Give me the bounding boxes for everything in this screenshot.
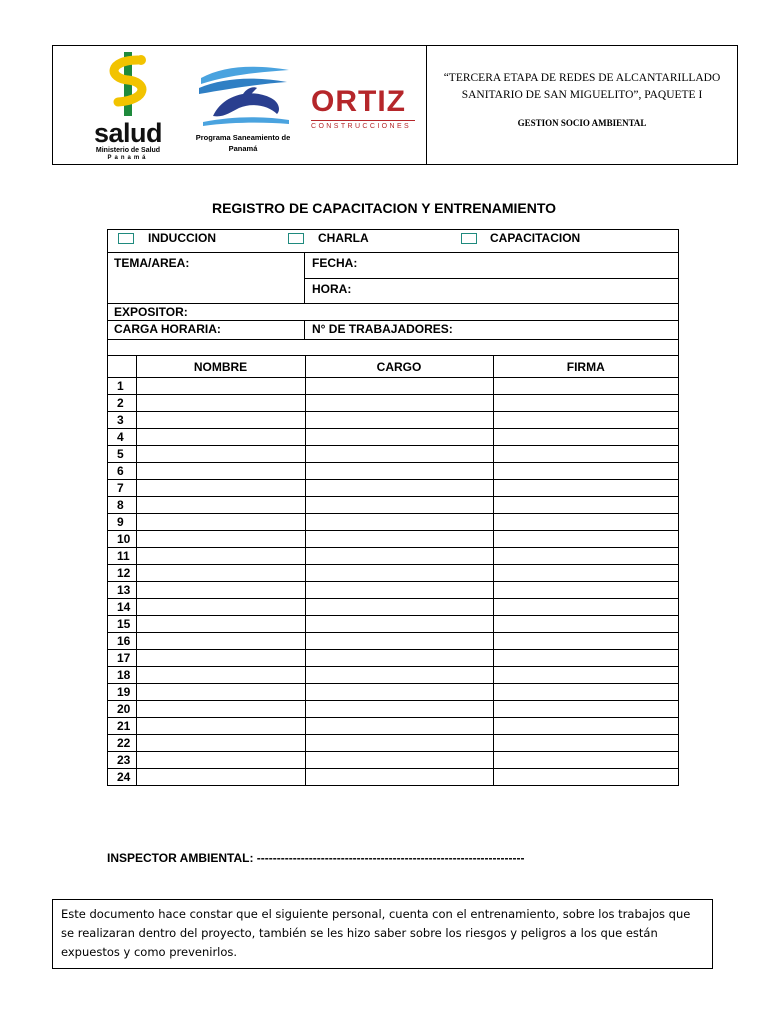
nombre-cell[interactable] — [136, 480, 305, 497]
attendance-table-row — [108, 356, 678, 785]
nombre-cell[interactable] — [136, 395, 305, 412]
nombre-cell[interactable] — [136, 446, 305, 463]
row-number: 11 — [108, 548, 136, 565]
firma-cell[interactable] — [493, 735, 678, 752]
firma-cell[interactable] — [493, 667, 678, 684]
table-row — [108, 378, 678, 395]
nombre-cell[interactable] — [136, 463, 305, 480]
nombre-cell[interactable] — [136, 684, 305, 701]
cargo-cell[interactable] — [305, 463, 493, 480]
table-row — [108, 565, 678, 582]
firma-cell[interactable] — [493, 633, 678, 650]
firma-cell[interactable] — [493, 480, 678, 497]
carga-row — [108, 321, 678, 340]
row-number: 4 — [108, 429, 136, 446]
firma-cell[interactable] — [493, 395, 678, 412]
nombre-cell[interactable] — [136, 650, 305, 667]
table-row — [108, 667, 678, 684]
table-row — [108, 633, 678, 650]
attendance-table — [108, 356, 678, 785]
nombre-cell[interactable] — [136, 497, 305, 514]
row-number: 2 — [108, 395, 136, 412]
table-row — [108, 531, 678, 548]
salud-country: Panamá — [107, 155, 149, 161]
nombre-cell[interactable] — [136, 752, 305, 769]
tema-label: TEMA/AREA: — [114, 256, 190, 270]
project-title: “TERCERA ETAPA DE REDES DE ALCANTARILLADO SANITARIO DE SAN MIGUELITO”, PAQUETE I — [443, 72, 721, 101]
cargo-cell[interactable] — [305, 514, 493, 531]
firma-cell[interactable] — [493, 769, 678, 786]
row-number: 9 — [108, 514, 136, 531]
table-row — [108, 412, 678, 429]
cargo-cell[interactable] — [305, 582, 493, 599]
cargo-cell[interactable] — [305, 548, 493, 565]
firma-cell[interactable] — [493, 446, 678, 463]
row-number: 13 — [108, 582, 136, 599]
ortiz-logo — [311, 86, 415, 130]
hora-label: HORA: — [312, 282, 352, 296]
charla-checkbox[interactable] — [288, 233, 304, 244]
firma-cell[interactable] — [493, 684, 678, 701]
table-row — [108, 616, 678, 633]
row-number: 1 — [108, 378, 136, 395]
cargo-header: CARGO — [305, 356, 493, 378]
cargo-cell[interactable] — [305, 497, 493, 514]
table-row — [108, 480, 678, 497]
nombre-cell[interactable] — [136, 429, 305, 446]
cargo-cell[interactable] — [305, 735, 493, 752]
nombre-cell[interactable] — [136, 633, 305, 650]
nombre-cell[interactable] — [136, 718, 305, 735]
nombre-cell[interactable] — [136, 735, 305, 752]
cargo-cell[interactable] — [305, 429, 493, 446]
cargo-cell[interactable] — [305, 378, 493, 395]
firma-cell[interactable] — [493, 701, 678, 718]
row-number: 24 — [108, 769, 136, 786]
capacitacion-label: CAPACITACION — [490, 231, 581, 245]
cargo-cell[interactable] — [305, 752, 493, 769]
firma-cell[interactable] — [493, 582, 678, 599]
table-row — [108, 463, 678, 480]
expositor-row — [108, 304, 678, 321]
firma-cell[interactable] — [493, 378, 678, 395]
table-row — [108, 429, 678, 446]
row-number: 14 — [108, 599, 136, 616]
cargo-cell[interactable] — [305, 412, 493, 429]
firma-cell[interactable] — [493, 565, 678, 582]
salud-snake-icon — [83, 50, 173, 120]
nombre-cell[interactable] — [136, 701, 305, 718]
ortiz-wordmark: ORTIZ — [311, 85, 406, 118]
salud-wordmark: salud — [93, 118, 163, 148]
carga-label: CARGA HORARIA: — [114, 322, 221, 336]
table-row — [108, 582, 678, 599]
row-number: 3 — [108, 412, 136, 429]
program-logo — [193, 58, 293, 158]
nombre-cell[interactable] — [136, 769, 305, 786]
firma-cell[interactable] — [493, 531, 678, 548]
table-row — [108, 735, 678, 752]
row-number: 8 — [108, 497, 136, 514]
row-number: 20 — [108, 701, 136, 718]
row-number: 12 — [108, 565, 136, 582]
induccion-label: INDUCCION — [148, 231, 216, 245]
nombre-cell[interactable] — [136, 514, 305, 531]
nombre-cell[interactable] — [136, 531, 305, 548]
table-row — [108, 752, 678, 769]
row-number: 10 — [108, 531, 136, 548]
row-number: 5 — [108, 446, 136, 463]
note-box: Este documento hace constar que el siguiente personal, cuenta con el entrenamiento, sobre los trabajos que se realizaran dentro del proyecto, también se les hizo saber sobre los riesgos y peligros a los que están expuestos y como prevenirlos. — [52, 899, 713, 969]
cargo-cell[interactable] — [305, 395, 493, 412]
firma-cell[interactable] — [493, 616, 678, 633]
induccion-checkbox[interactable] — [118, 233, 134, 244]
table-row — [108, 650, 678, 667]
document-header — [52, 45, 738, 165]
nombre-cell[interactable] — [136, 599, 305, 616]
table-row — [108, 769, 678, 786]
header-title-area — [427, 46, 737, 164]
firma-cell[interactable] — [493, 497, 678, 514]
firma-cell[interactable] — [493, 429, 678, 446]
salud-logo — [83, 50, 173, 162]
table-row — [108, 514, 678, 531]
cargo-cell[interactable] — [305, 633, 493, 650]
table-header — [108, 356, 678, 378]
table-row — [108, 599, 678, 616]
cargo-cell[interactable] — [305, 667, 493, 684]
row-number: 23 — [108, 752, 136, 769]
cargo-cell[interactable] — [305, 531, 493, 548]
table-row — [108, 548, 678, 565]
department-title: GESTION SOCIO AMBIENTAL — [517, 118, 647, 128]
firma-cell[interactable] — [493, 599, 678, 616]
row-number: 19 — [108, 684, 136, 701]
nombre-cell[interactable] — [136, 667, 305, 684]
firma-cell[interactable] — [493, 718, 678, 735]
cargo-cell[interactable] — [305, 701, 493, 718]
table-row — [108, 395, 678, 412]
spacer-row — [108, 340, 678, 356]
dolphin-icon — [193, 58, 293, 130]
type-row — [108, 230, 678, 253]
nombre-cell[interactable] — [136, 616, 305, 633]
row-number: 21 — [108, 718, 136, 735]
training-form — [107, 229, 679, 786]
table-row — [108, 497, 678, 514]
cargo-cell[interactable] — [305, 684, 493, 701]
index-header — [108, 356, 136, 378]
firma-cell[interactable] — [493, 514, 678, 531]
row-number: 17 — [108, 650, 136, 667]
fecha-label: FECHA: — [312, 256, 358, 270]
row-number: 18 — [108, 667, 136, 684]
nombre-cell[interactable] — [136, 582, 305, 599]
firma-cell[interactable] — [493, 548, 678, 565]
cargo-cell[interactable] — [305, 616, 493, 633]
cargo-cell[interactable] — [305, 650, 493, 667]
firma-header: FIRMA — [493, 356, 678, 378]
table-row — [108, 446, 678, 463]
charla-label: CHARLA — [318, 231, 369, 245]
nombre-cell[interactable] — [136, 412, 305, 429]
tema-fecha-row — [108, 253, 678, 304]
cargo-cell[interactable] — [305, 565, 493, 582]
salud-subtitle: Ministerio de Salud — [95, 147, 161, 154]
program-name: Programa Saneamiento de Panamá — [195, 133, 291, 153]
row-number: 22 — [108, 735, 136, 752]
trabajadores-label: N° DE TRABAJADORES: — [312, 322, 453, 336]
row-number: 16 — [108, 633, 136, 650]
table-row — [108, 684, 678, 701]
firma-cell[interactable] — [493, 752, 678, 769]
cargo-cell[interactable] — [305, 769, 493, 786]
cargo-cell[interactable] — [305, 599, 493, 616]
cargo-cell[interactable] — [305, 718, 493, 735]
cargo-cell[interactable] — [305, 446, 493, 463]
row-number: 7 — [108, 480, 136, 497]
nombre-cell[interactable] — [136, 565, 305, 582]
nombre-header: NOMBRE — [136, 356, 305, 378]
form-title: REGISTRO DE CAPACITACION Y ENTRENAMIENTO — [211, 200, 557, 216]
logo-area — [53, 46, 427, 164]
nombre-cell[interactable] — [136, 548, 305, 565]
firma-cell[interactable] — [493, 412, 678, 429]
firma-cell[interactable] — [493, 650, 678, 667]
firma-cell[interactable] — [493, 463, 678, 480]
nombre-cell[interactable] — [136, 378, 305, 395]
expositor-label: EXPOSITOR: — [114, 305, 188, 319]
capacitacion-checkbox[interactable] — [461, 233, 477, 244]
ortiz-subtitle: CONSTRUCCIONES — [311, 120, 415, 130]
cargo-cell[interactable] — [305, 480, 493, 497]
inspector-signature-line: INSPECTOR AMBIENTAL: ------------------------------------------------------------------- — [107, 851, 525, 865]
table-row — [108, 718, 678, 735]
table-row — [108, 701, 678, 718]
row-number: 15 — [108, 616, 136, 633]
row-number: 6 — [108, 463, 136, 480]
